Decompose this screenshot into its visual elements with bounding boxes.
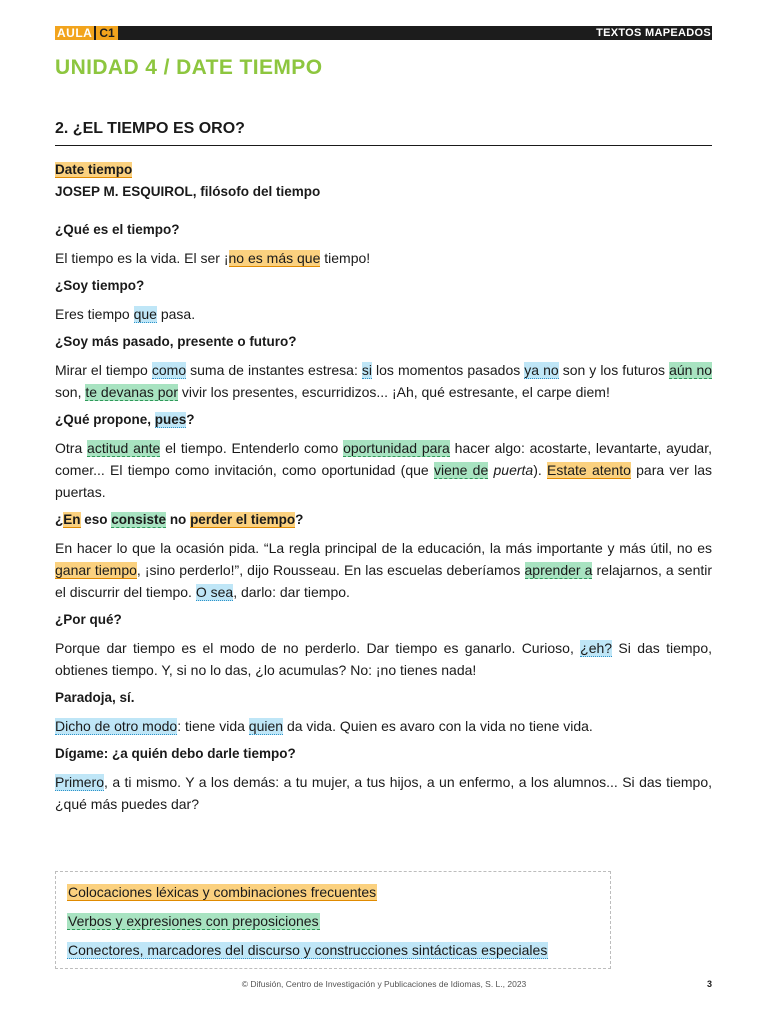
interview-question: [55, 609, 712, 631]
collocation-highlight: perder el tiempo: [190, 512, 296, 527]
text-run: ?: [295, 512, 304, 527]
text-run: Si das tiempo, obtienes tiempo. Y, si no lo das, ¿lo acumulas? No: ¡no tienes nada!: [55, 640, 713, 678]
text-run: , a ti mismo. Y a los demás: a tu mujer, a tus hijos, a un enfermo, a los alumnos... Si das tiempo, ¿qué más puedes dar?: [55, 774, 712, 812]
interview-question: [55, 509, 712, 531]
legend-collocations-text: Colocaciones léxicas y combinaciones frecuentes: [68, 884, 377, 900]
text-run: el tiempo. Entenderlo como: [160, 440, 344, 456]
interview-question: [55, 331, 712, 353]
interview-answer: [55, 359, 712, 403]
connector-highlight: si: [361, 362, 372, 378]
text-run: son y los futuros: [558, 362, 670, 378]
legend-verbs-text: Verbos y expresiones con preposiciones: [68, 913, 319, 929]
text-run: ¿: [55, 512, 64, 527]
brand-level: C1: [96, 26, 117, 40]
highlight-legend: [55, 871, 611, 969]
verb-preposition-highlight: aprender a: [524, 562, 593, 578]
text-run: En hacer lo que la ocasión pida. “La regla principal de la educación, la más importante y más útil, no es: [55, 540, 712, 556]
interview-answer: [55, 771, 712, 815]
text-run: hacer algo: acostarte, levantarte, ayudar, comer... El tiempo como invitación, como oportunidad (que: [55, 440, 712, 478]
text-run: El tiempo es la vida. El ser ¡: [55, 250, 229, 266]
connector-highlight: ya no: [524, 362, 559, 378]
connector-highlight: Primero: [55, 774, 105, 790]
interview-question: [55, 275, 712, 297]
article-title: Date tiempo: [55, 162, 133, 177]
collocation-highlight: Estate atento: [547, 462, 631, 478]
connector-highlight: ¿eh?: [580, 640, 613, 656]
interview: [55, 219, 712, 815]
verb-preposition-highlight: consiste: [111, 512, 167, 527]
verb-preposition-highlight: oportunidad para: [343, 440, 450, 456]
interview-question: [55, 409, 712, 431]
interview-question: [55, 743, 712, 765]
legend-collocations: [67, 882, 610, 902]
interview-answer: [55, 537, 712, 603]
interview-answer: [55, 303, 712, 325]
text-run: para ver las puertas.: [55, 462, 712, 500]
article-byline: JOSEP M. ESQUIROL, filósofo del tiempo: [55, 184, 321, 199]
connector-highlight: Dicho de otro modo: [55, 718, 178, 734]
text-run: no: [166, 512, 191, 527]
italic-text: puerta: [493, 462, 534, 478]
brand-aula: AULA: [57, 26, 93, 40]
text-run: los momentos pasados: [372, 362, 525, 378]
verb-preposition-highlight: actitud ante: [87, 440, 161, 456]
legend-verbs: [67, 911, 610, 931]
collocation-highlight: En: [63, 512, 81, 527]
text-run: son,: [55, 384, 86, 400]
section-tag: TEXTOS MAPEADOS: [596, 27, 711, 39]
text-run: ¿Por qué?: [55, 612, 122, 627]
brand-logo: [55, 26, 118, 40]
legend-connectors: [67, 940, 610, 960]
text-run: suma de instantes estresa:: [186, 362, 362, 378]
text-run: ).: [533, 462, 548, 478]
page-number: 3: [706, 979, 712, 989]
verb-preposition-highlight: viene de: [433, 462, 489, 478]
text-run: Paradoja, sí.: [55, 690, 135, 705]
text-run: pasa.: [156, 306, 196, 322]
text-run: , ¡sino perderlo!”, dijo Rousseau. En las escuelas deberíamos: [136, 562, 525, 578]
section-divider: [55, 145, 712, 146]
text-run: : tiene vida: [177, 718, 249, 734]
interview-answer: [55, 637, 712, 681]
verb-preposition-highlight: te devanas por: [85, 384, 178, 400]
verb-preposition-highlight: aún no: [669, 362, 713, 378]
text-run: eso: [80, 512, 112, 527]
connector-highlight: como: [151, 362, 187, 378]
text-run: da vida. Quien es avaro con la vida no tiene vida.: [283, 718, 593, 734]
section-title: 2. ¿EL TIEMPO ES ORO?: [55, 120, 245, 137]
interview-answer: [55, 437, 712, 503]
text-run: Porque dar tiempo es el modo de no perderlo. Dar tiempo es ganarlo. Curioso,: [55, 640, 581, 656]
interview-answer: [55, 247, 712, 269]
text-run: ¿Qué propone,: [55, 412, 155, 427]
legend-connectors-text: Conectores, marcadores del discurso y construcciones sintácticas especiales: [68, 942, 548, 958]
text-run: vivir los presentes, escurridizos... ¡Ah, qué estresante, el carpe diem!: [177, 384, 610, 400]
text-run: Eres tiempo: [55, 306, 134, 322]
text-run: Otra: [55, 440, 88, 456]
collocation-highlight: ganar tiempo: [55, 562, 137, 578]
text-run: Mirar el tiempo: [55, 362, 152, 378]
article-content: [55, 158, 712, 815]
connector-highlight: que: [133, 306, 157, 322]
collocation-highlight: no es más que: [228, 250, 321, 266]
footer-copyright: © Difusión, Centro de Investigación y Publicaciones de Idiomas, S. L., 2023: [241, 979, 527, 989]
interview-question: [55, 219, 712, 241]
connector-highlight: quien: [248, 718, 284, 734]
text-run: ¿Soy tiempo?: [55, 278, 145, 293]
text-run: ?: [186, 412, 195, 427]
text-run: tiempo!: [320, 250, 371, 266]
unit-title: UNIDAD 4 / DATE TIEMPO: [55, 56, 323, 79]
connector-highlight: O sea: [195, 584, 234, 600]
text-run: ¿Soy más pasado, presente o futuro?: [55, 334, 297, 349]
text-run: ¿Qué es el tiempo?: [55, 222, 180, 237]
text-run: relajarnos, a sentir el discurrir del tiempo.: [55, 562, 713, 600]
interview-question: [55, 687, 712, 709]
connector-highlight: pues: [154, 412, 187, 427]
text-run: , darlo: dar tiempo.: [233, 584, 350, 600]
text-run: Dígame: ¿a quién debo darle tiempo?: [55, 746, 296, 761]
interview-answer: [55, 715, 712, 737]
